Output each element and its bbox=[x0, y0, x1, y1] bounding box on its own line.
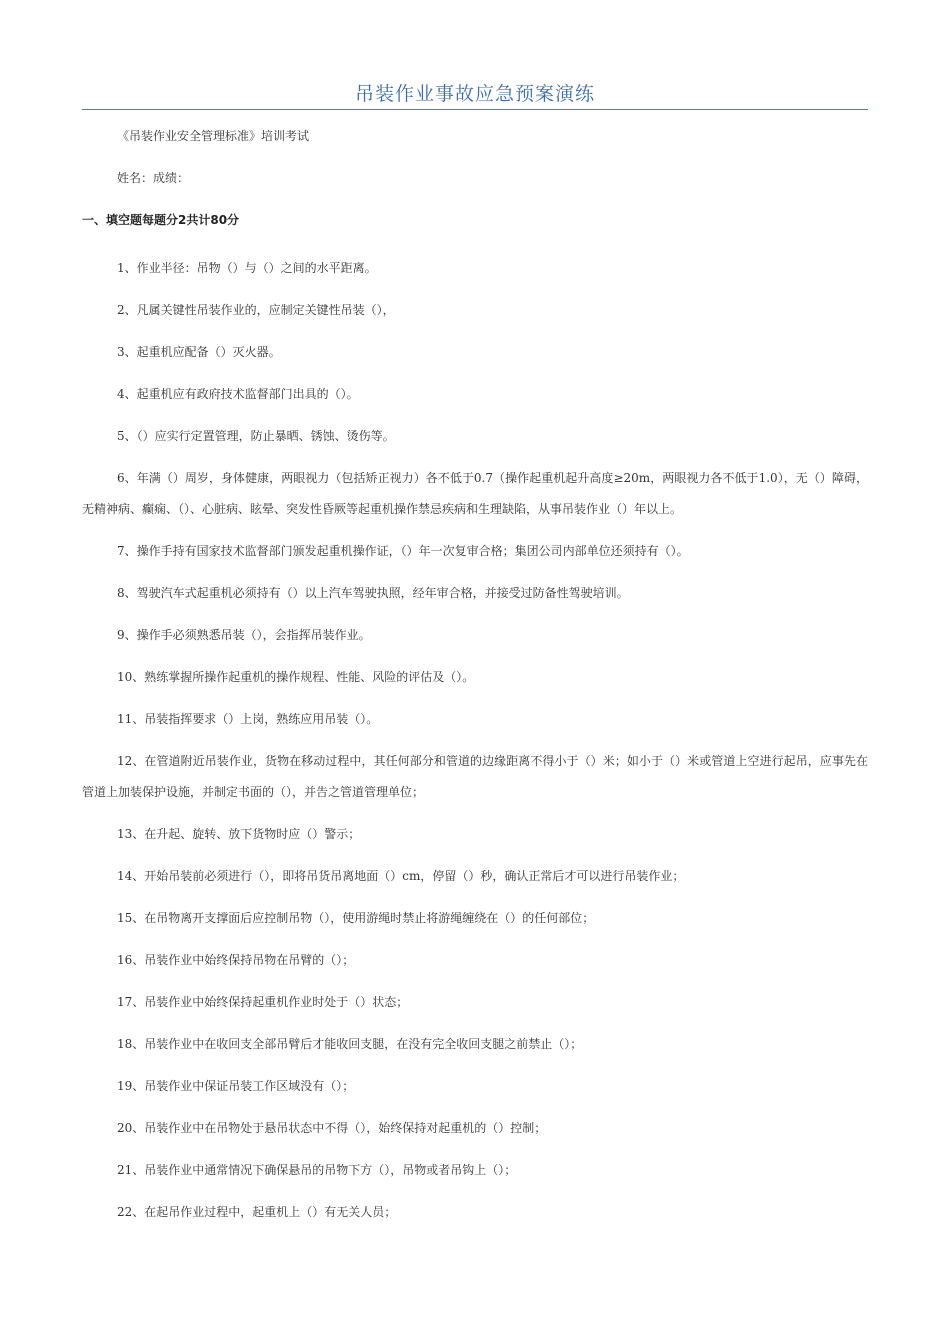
question-item: 18、吊装作业中在收回支全部吊臂后才能收回支腿，在没有完全收回支腿之前禁止（）； bbox=[117, 1037, 583, 1051]
question-item: 13、在升起、旋转、放下货物时应（）警示； bbox=[117, 827, 361, 841]
question-list bbox=[82, 253, 868, 1239]
question-item: 9、操作手必须熟悉吊装（），会指挥吊装作业。 bbox=[117, 628, 371, 642]
exam-subtitle: 《吊装作业安全管理标准》培训考试 bbox=[117, 129, 310, 143]
question-item: 19、吊装作业中保证吊装工作区域没有（）； bbox=[117, 1079, 355, 1093]
name-score-line: 姓名：成绩： bbox=[117, 171, 190, 185]
question-item: 12、在管道附近吊装作业，货物在移动过程中，其任何部分和管道的边缘距离不得小于（）米；如小于（）米或管道上空进行起吊，应事先在管道上加装保护设施，并制定书面的（），并告之管道管理单位； bbox=[82, 754, 868, 799]
question-item: 20、吊装作业中在吊物处于悬吊状态中不得（），始终保持对起重机的（）控制； bbox=[117, 1121, 547, 1135]
question-item: 4、起重机应有政府技术监督部门出具的（）。 bbox=[117, 387, 359, 401]
question-item: 21、吊装作业中通常情况下确保悬吊的吊物下方（），吊物或者吊钩上（）； bbox=[117, 1163, 517, 1177]
section-heading-fill-in: 一、填空题每题分2共计80分 bbox=[82, 213, 240, 227]
question-item: 3、起重机应配备（）灭火器。 bbox=[117, 345, 281, 359]
question-item: 11、吊装指挥要求（）上岗，熟练应用吊装（）。 bbox=[117, 712, 379, 726]
document-title: 吊装作业事故应急预案演练 bbox=[354, 83, 595, 105]
question-item: 22、在起吊作业过程中，起重机上（）有无关人员； bbox=[117, 1205, 397, 1219]
question-item: 1、作业半径：吊物（）与（）之间的水平距离。 bbox=[117, 261, 377, 275]
question-item: 6、年满（）周岁，身体健康，两眼视力（包括矫正视力）各不低于0.7（操作起重机起升高度≥20m，两眼视力各不低于1.0），无（）障碍，无精神病、癫痫、（）、心脏病、眩晕、突发性昏厥等起重机操作禁忌疾病和生理缺陷，从事吊装作业（）年以上。 bbox=[82, 471, 868, 516]
question-item: 10、熟练掌握所操作起重机的操作规程、性能、风险的评估及（）。 bbox=[117, 670, 475, 684]
question-item: 8、驾驶汽车式起重机必须持有（）以上汽车驾驶执照，经年审合格，并接受过防备性驾驶培训。 bbox=[117, 586, 629, 600]
question-item: 15、在吊物离开支撑面后应控制吊物（），使用游绳时禁止将游绳缠绕在（）的任何部位； bbox=[117, 911, 595, 925]
question-item: 2、凡属关键性吊装作业的，应制定关键性吊装（）， bbox=[117, 303, 395, 317]
question-item: 17、吊装作业中始终保持起重机作业时处于（）状态； bbox=[117, 995, 409, 1009]
question-item: 16、吊装作业中始终保持吊物在吊臂的（）； bbox=[117, 953, 355, 967]
question-item: 5、（）应实行定置管理，防止暴晒、锈蚀、烫伤等。 bbox=[117, 429, 395, 443]
question-item: 14、开始吊装前必须进行（），即将吊货吊离地面（）cm，停留（）秒，确认正常后才可以进行吊装作业； bbox=[117, 869, 685, 883]
question-item: 7、操作手持有国家技术监督部门颁发起重机操作证，（）年一次复审合格；集团公司内部单位还须持有（）。 bbox=[117, 544, 689, 558]
title-divider bbox=[82, 109, 868, 110]
